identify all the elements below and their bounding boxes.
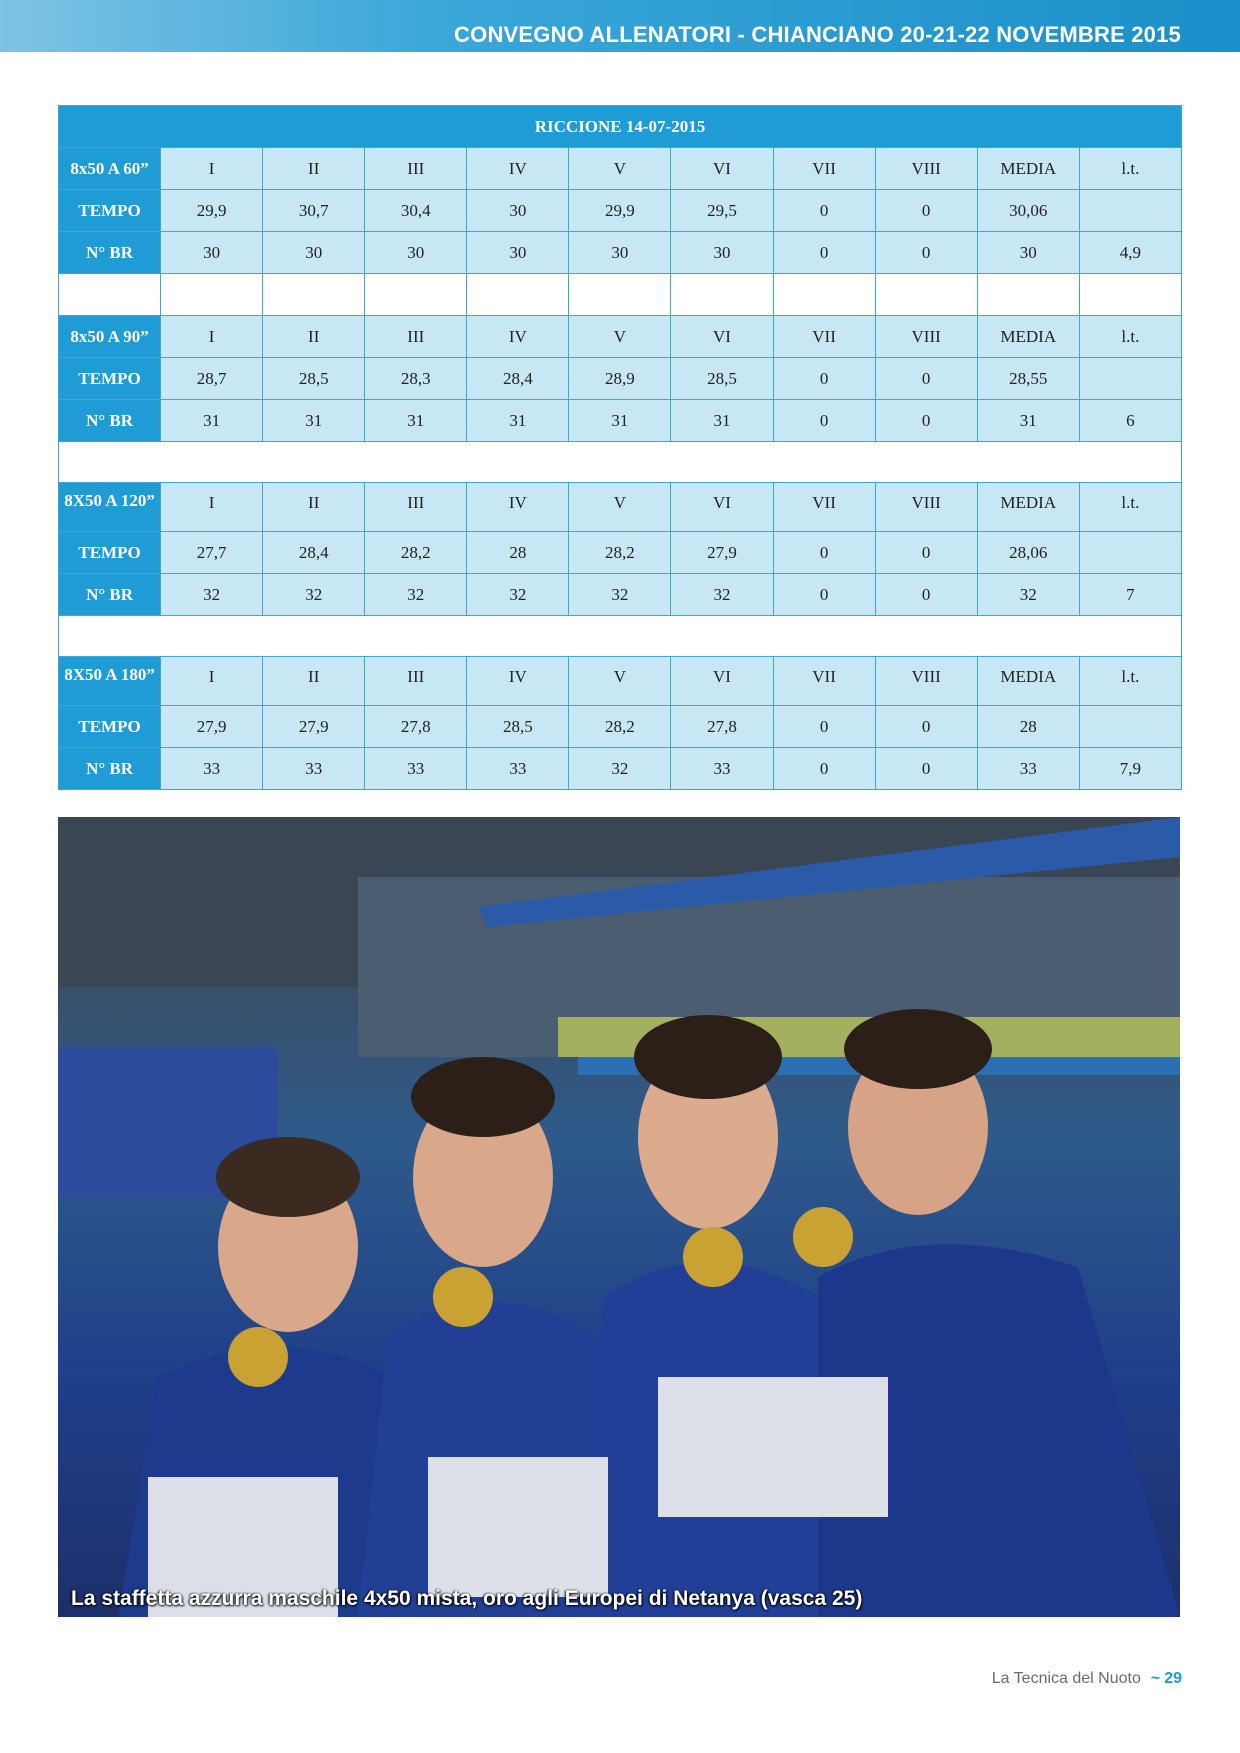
table-title-row — [59, 106, 1182, 148]
column-header: MEDIA — [977, 483, 1079, 532]
column-header: VI — [671, 316, 773, 358]
br-cell: 33 — [977, 748, 1079, 790]
column-header: VIII — [875, 148, 977, 190]
header-row — [59, 483, 1182, 532]
br-cell: 32 — [263, 574, 365, 616]
column-header: VII — [773, 148, 875, 190]
br-label: N° BR — [59, 748, 161, 790]
header-row — [59, 657, 1182, 706]
spacer-cell — [59, 616, 1182, 657]
tempo-cell: 28,3 — [365, 358, 467, 400]
spacer-cell — [977, 274, 1079, 316]
column-header: VI — [671, 657, 773, 706]
tempo-cell: 27,9 — [263, 706, 365, 748]
column-header: V — [569, 148, 671, 190]
br-cell: 0 — [773, 748, 875, 790]
br-cell: 33 — [467, 748, 569, 790]
tempo-cell — [1079, 532, 1181, 574]
tempo-cell: 28,2 — [365, 532, 467, 574]
spacer-cell — [671, 274, 773, 316]
publication-name: La Tecnica del Nuoto — [991, 1670, 1141, 1687]
spacer-cell — [365, 274, 467, 316]
br-cell: 30 — [161, 232, 263, 274]
wave-icon: ~ — [1150, 1670, 1161, 1687]
spacer-cell — [569, 274, 671, 316]
tempo-cell: 28,4 — [467, 358, 569, 400]
br-label: N° BR — [59, 574, 161, 616]
tempo-cell: 27,8 — [671, 706, 773, 748]
column-header: VIII — [875, 483, 977, 532]
tempo-cell: 27,9 — [671, 532, 773, 574]
br-cell: 31 — [569, 400, 671, 442]
tempo-cell: 28,7 — [161, 358, 263, 400]
br-cell: 32 — [569, 574, 671, 616]
column-header: V — [569, 316, 671, 358]
photo-illustration — [58, 817, 1180, 1617]
br-cell: 31 — [671, 400, 773, 442]
tempo-cell: 27,9 — [161, 706, 263, 748]
tempo-cell: 28 — [977, 706, 1079, 748]
br-row — [59, 574, 1182, 616]
br-cell: 33 — [365, 748, 467, 790]
column-header: III — [365, 148, 467, 190]
column-header: VII — [773, 657, 875, 706]
tempo-cell: 28,5 — [671, 358, 773, 400]
column-header: VIII — [875, 316, 977, 358]
column-header: VI — [671, 483, 773, 532]
br-cell: 31 — [365, 400, 467, 442]
column-header: V — [569, 483, 671, 532]
results-table-body — [59, 106, 1182, 790]
tempo-row — [59, 190, 1182, 232]
spacer-row — [59, 274, 1182, 316]
br-cell: 33 — [671, 748, 773, 790]
spacer-cell — [161, 274, 263, 316]
br-row — [59, 400, 1182, 442]
br-cell: 0 — [875, 400, 977, 442]
br-cell: 32 — [977, 574, 1079, 616]
br-cell: 30 — [467, 232, 569, 274]
tempo-cell: 27,7 — [161, 532, 263, 574]
column-header: II — [263, 148, 365, 190]
br-cell: 0 — [773, 574, 875, 616]
br-cell: 30 — [569, 232, 671, 274]
column-header: I — [161, 148, 263, 190]
tempo-cell: 0 — [773, 358, 875, 400]
br-cell: 0 — [773, 400, 875, 442]
br-cell: 32 — [161, 574, 263, 616]
results-table — [58, 105, 1182, 790]
column-header: VIII — [875, 657, 977, 706]
column-header: III — [365, 657, 467, 706]
tempo-row — [59, 706, 1182, 748]
spacer-row — [59, 616, 1182, 657]
tempo-cell: 0 — [875, 532, 977, 574]
br-cell: 0 — [875, 232, 977, 274]
br-cell: 4,9 — [1079, 232, 1181, 274]
column-header: IV — [467, 483, 569, 532]
tempo-cell: 0 — [875, 706, 977, 748]
spacer-cell — [875, 274, 977, 316]
tempo-cell: 28,5 — [263, 358, 365, 400]
header-title: CONVEGNO ALLENATORI - CHIANCIANO 20-21-22 NOVEMBRE 2015 — [454, 22, 1181, 47]
series-label: 8X50 A 180” — [59, 657, 161, 706]
tempo-cell: 28,06 — [977, 532, 1079, 574]
tempo-label: TEMPO — [59, 190, 161, 232]
br-cell: 30 — [977, 232, 1079, 274]
column-header: MEDIA — [977, 148, 1079, 190]
tempo-label: TEMPO — [59, 706, 161, 748]
spacer-cell — [263, 274, 365, 316]
tempo-cell — [1079, 706, 1181, 748]
tempo-cell — [1079, 358, 1181, 400]
tempo-cell: 29,5 — [671, 190, 773, 232]
spacer-cell — [467, 274, 569, 316]
br-cell: 6 — [1079, 400, 1181, 442]
tempo-cell: 0 — [875, 190, 977, 232]
column-header: II — [263, 657, 365, 706]
tempo-row — [59, 358, 1182, 400]
spacer-cell — [773, 274, 875, 316]
br-cell: 31 — [467, 400, 569, 442]
br-cell: 30 — [365, 232, 467, 274]
br-cell: 32 — [671, 574, 773, 616]
column-header: II — [263, 483, 365, 532]
column-header: IV — [467, 148, 569, 190]
tempo-cell: 28,55 — [977, 358, 1079, 400]
br-cell: 33 — [263, 748, 365, 790]
tempo-label: TEMPO — [59, 532, 161, 574]
column-header: l.t. — [1079, 316, 1181, 358]
br-row — [59, 748, 1182, 790]
spacer-cell — [59, 274, 161, 316]
tempo-cell: 27,8 — [365, 706, 467, 748]
br-cell: 33 — [161, 748, 263, 790]
tempo-cell: 28,2 — [569, 706, 671, 748]
column-header: IV — [467, 316, 569, 358]
tempo-cell: 28,2 — [569, 532, 671, 574]
tempo-cell: 0 — [773, 706, 875, 748]
column-header: MEDIA — [977, 657, 1079, 706]
header-bar — [0, 0, 1240, 52]
column-header: l.t. — [1079, 148, 1181, 190]
column-header: VI — [671, 148, 773, 190]
br-cell: 32 — [569, 748, 671, 790]
br-cell: 31 — [263, 400, 365, 442]
column-header: IV — [467, 657, 569, 706]
tempo-cell: 29,9 — [569, 190, 671, 232]
spacer-cell — [1079, 274, 1181, 316]
tempo-cell: 30 — [467, 190, 569, 232]
tempo-label: TEMPO — [59, 358, 161, 400]
column-header: III — [365, 483, 467, 532]
br-row — [59, 232, 1182, 274]
spacer-cell — [59, 442, 1182, 483]
column-header: I — [161, 483, 263, 532]
page-footer — [992, 1670, 1182, 1688]
tempo-cell: 0 — [875, 358, 977, 400]
br-cell: 0 — [773, 232, 875, 274]
br-cell: 32 — [365, 574, 467, 616]
br-cell: 7 — [1079, 574, 1181, 616]
photo-caption: La staffetta azzurra maschile 4x50 mista, oro agli Europei di Netanya (vasca 25) — [71, 1587, 863, 1610]
column-header: l.t. — [1079, 657, 1181, 706]
series-label: 8X50 A 120” — [59, 483, 161, 532]
column-header: III — [365, 316, 467, 358]
tempo-cell: 28,9 — [569, 358, 671, 400]
br-cell: 0 — [875, 748, 977, 790]
tempo-cell: 28,4 — [263, 532, 365, 574]
br-cell: 30 — [671, 232, 773, 274]
tempo-cell: 28,5 — [467, 706, 569, 748]
column-header: l.t. — [1079, 483, 1181, 532]
header-row — [59, 316, 1182, 358]
br-label: N° BR — [59, 400, 161, 442]
br-label: N° BR — [59, 232, 161, 274]
tempo-cell: 28 — [467, 532, 569, 574]
column-header: VII — [773, 316, 875, 358]
tempo-cell: 0 — [773, 532, 875, 574]
tempo-cell: 0 — [773, 190, 875, 232]
br-cell: 32 — [467, 574, 569, 616]
tempo-row — [59, 532, 1182, 574]
br-cell: 0 — [875, 574, 977, 616]
tempo-cell: 30,7 — [263, 190, 365, 232]
br-cell: 30 — [263, 232, 365, 274]
header-row — [59, 148, 1182, 190]
br-cell: 7,9 — [1079, 748, 1181, 790]
column-header: I — [161, 316, 263, 358]
series-label: 8x50 A 60” — [59, 148, 161, 190]
column-header: MEDIA — [977, 316, 1079, 358]
column-header: V — [569, 657, 671, 706]
tempo-cell: 29,9 — [161, 190, 263, 232]
column-header: II — [263, 316, 365, 358]
br-cell: 31 — [977, 400, 1079, 442]
series-label: 8x50 A 90” — [59, 316, 161, 358]
tempo-cell — [1079, 190, 1181, 232]
table-title: RICCIONE 14-07-2015 — [59, 106, 1182, 148]
spacer-row — [59, 442, 1182, 483]
relay-team-photo — [58, 817, 1180, 1617]
tempo-cell: 30,06 — [977, 190, 1079, 232]
column-header: VII — [773, 483, 875, 532]
br-cell: 31 — [161, 400, 263, 442]
page-number: 29 — [1164, 1670, 1182, 1687]
tempo-cell: 30,4 — [365, 190, 467, 232]
column-header: I — [161, 657, 263, 706]
